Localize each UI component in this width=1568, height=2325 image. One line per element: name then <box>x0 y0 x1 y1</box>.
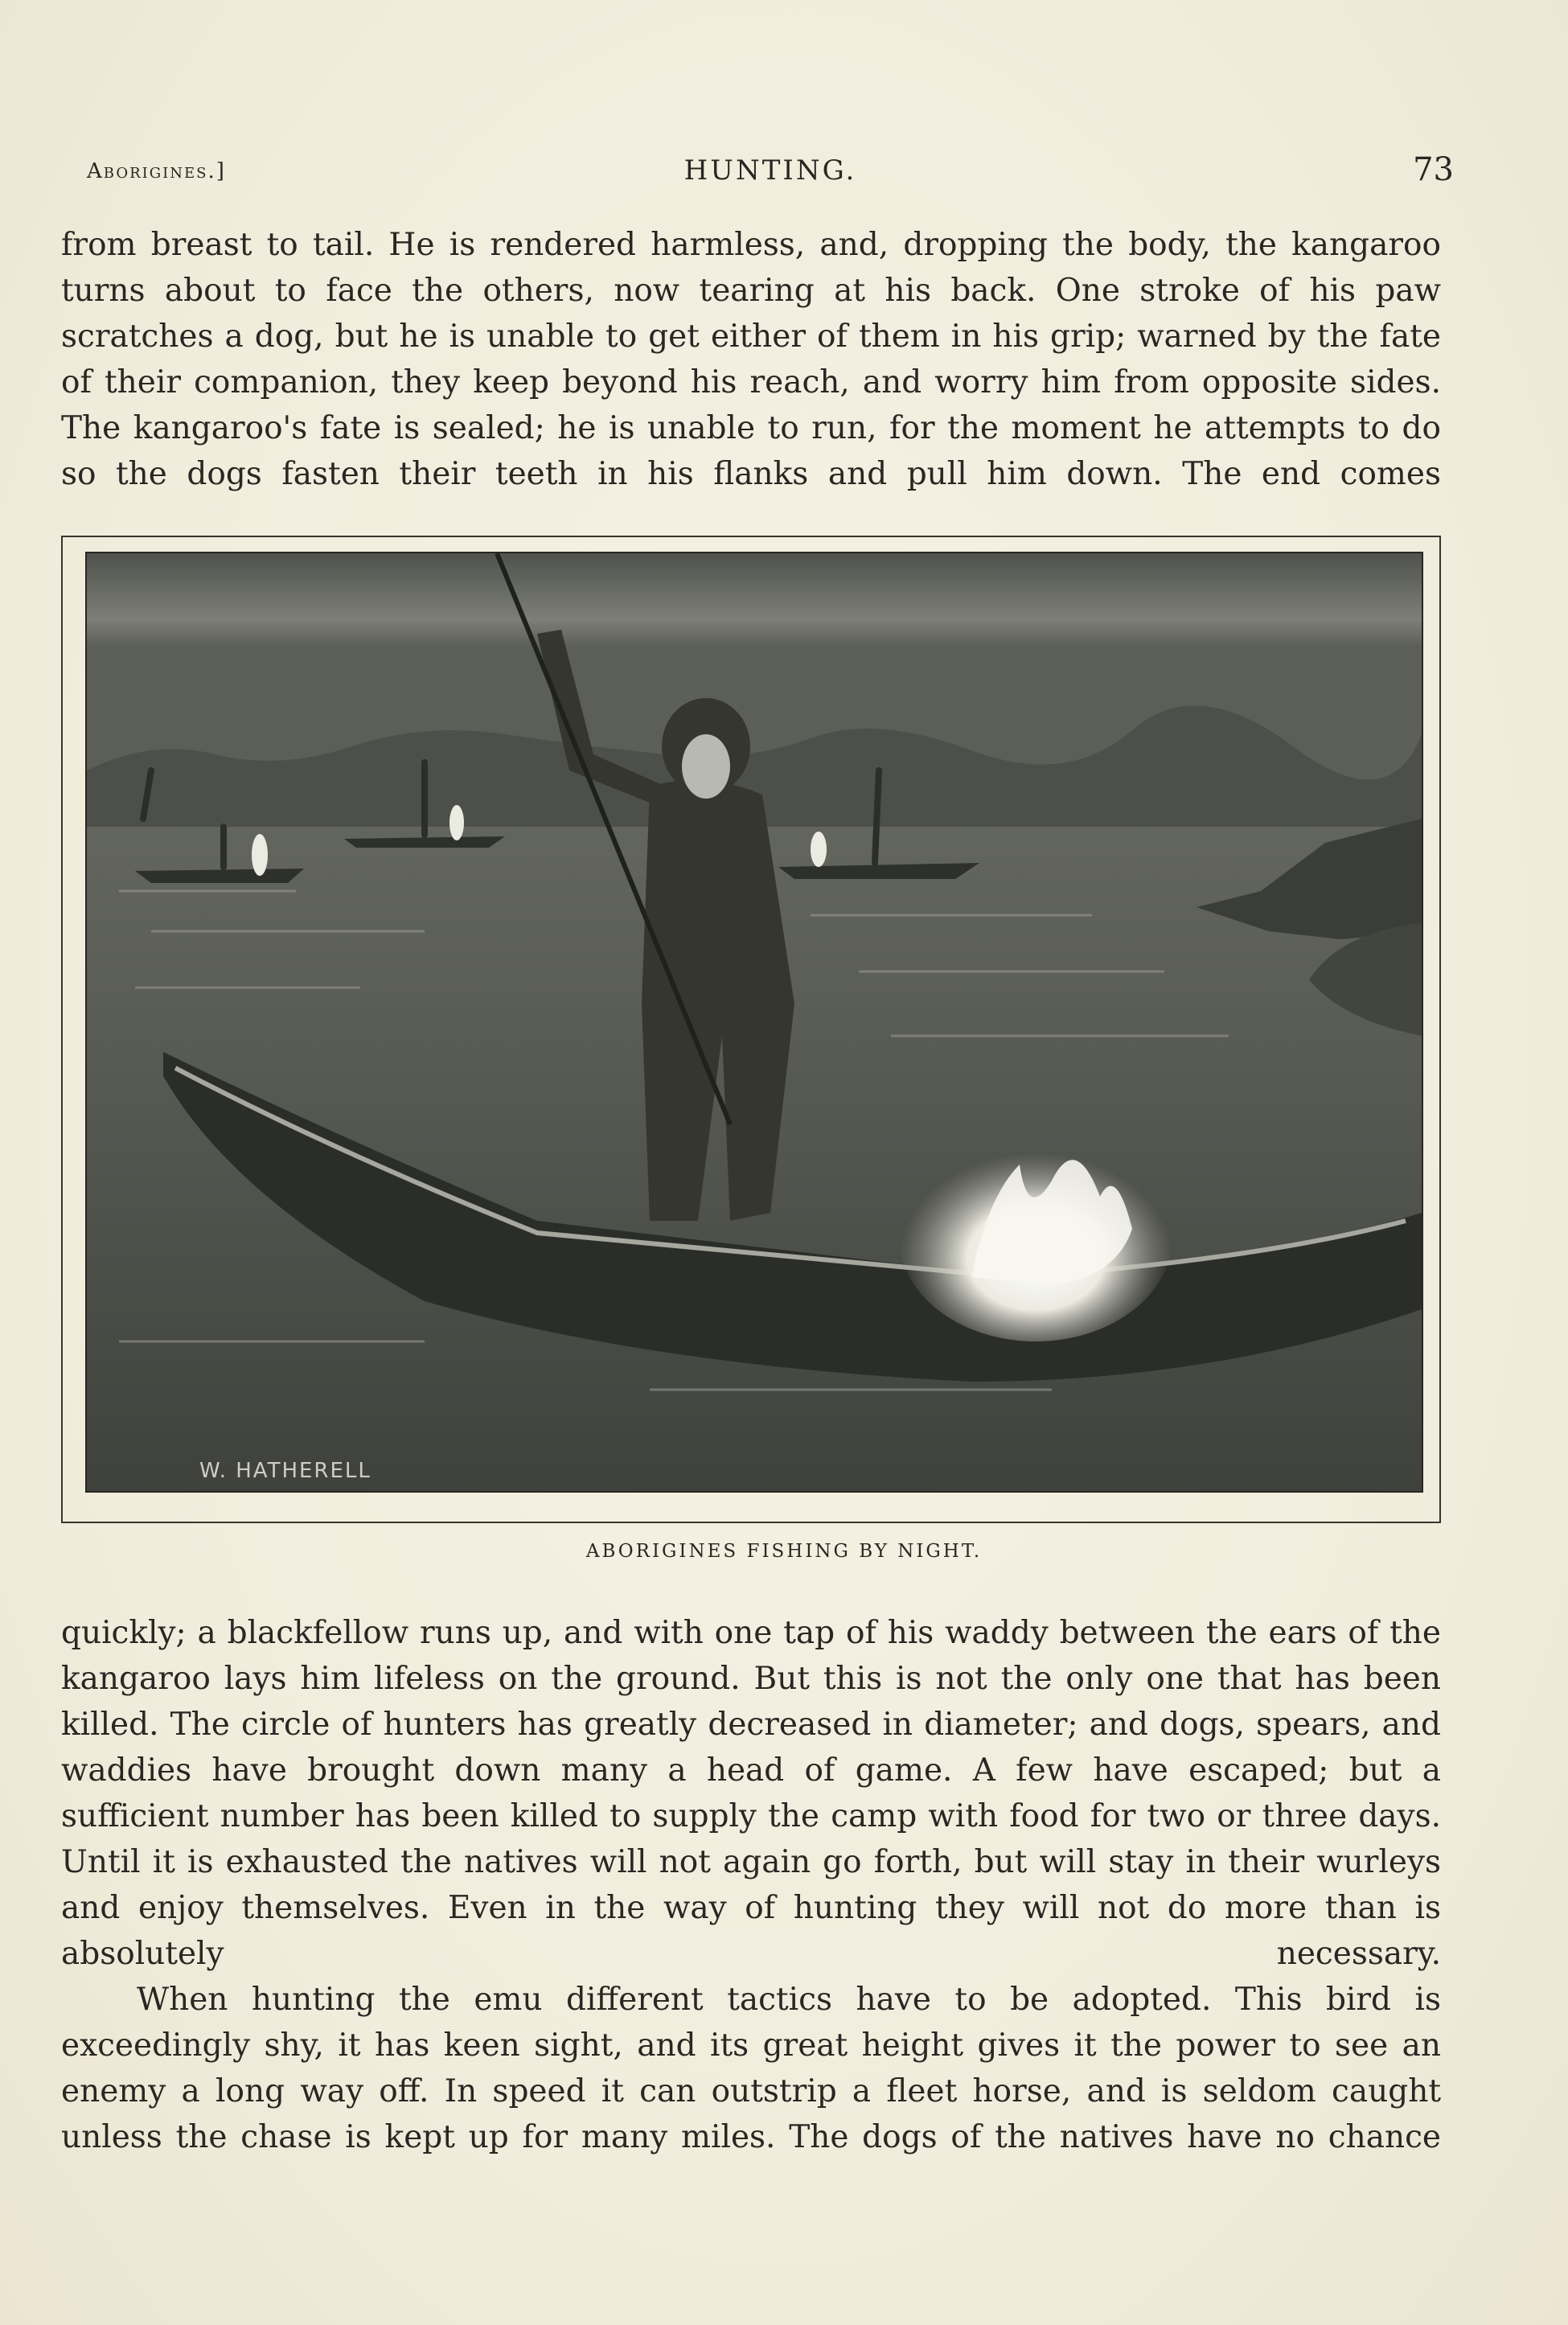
body-paragraph-top: from breast to tail. He is rendered harmless, and, dropping the body, the kangaroo turns about to face the others, now tearing at his back. One stroke of his paw scratches a dog, but he is unable to get either of them in his grip; warned by the fate of their companion, they keep beyond his reach, and worry him from opposite sides. The kangaroo's fate is sealed; he is unable to run, for the moment he attempts to do so the dogs fasten their teeth in his flanks and pull him down. The end comes <box>61 227 1441 492</box>
figure-caption: ABORIGINES FISHING BY NIGHT. <box>585 1541 983 1562</box>
running-header <box>87 146 1454 195</box>
page-number: 73 <box>1413 151 1454 188</box>
chapter-title: HUNTING. <box>683 154 857 187</box>
artist-signature: W. HATHERELL <box>199 1459 371 1483</box>
body-paragraph-bottom-2: When hunting the emu different tactics have to be adopted. This bird is exceedingly shy, it has keen sight, and its great height gives it the power to see an enemy a long way off. In speed it can outstrip a fleet horse, and is seldom caught unless the chase is kept up for many miles. The dogs of the natives have no chance <box>61 1982 1441 2155</box>
engraving-illustration <box>85 552 1423 1493</box>
section-label: Aborigines.] <box>87 159 226 183</box>
figure-frame <box>61 536 1441 1523</box>
body-paragraph-bottom-1: quickly; a blackfellow runs up, and with one tap of his waddy between the ears of the kangaroo lays him lifeless on the ground. But this is not the only one that has been killed. The circle of hunters has greatly decreased in diameter; and dogs, spears, and waddies have brought down many a head of game. A few have escaped; but a sufficient number has been killed to supply the camp with food for two or three days. Until it is exhausted the natives will not again go forth, but will stay in their wurleys and enjoy themselves. Even in the way of hunting they will not do more than is absolutely necessary. <box>61 1615 1441 1972</box>
